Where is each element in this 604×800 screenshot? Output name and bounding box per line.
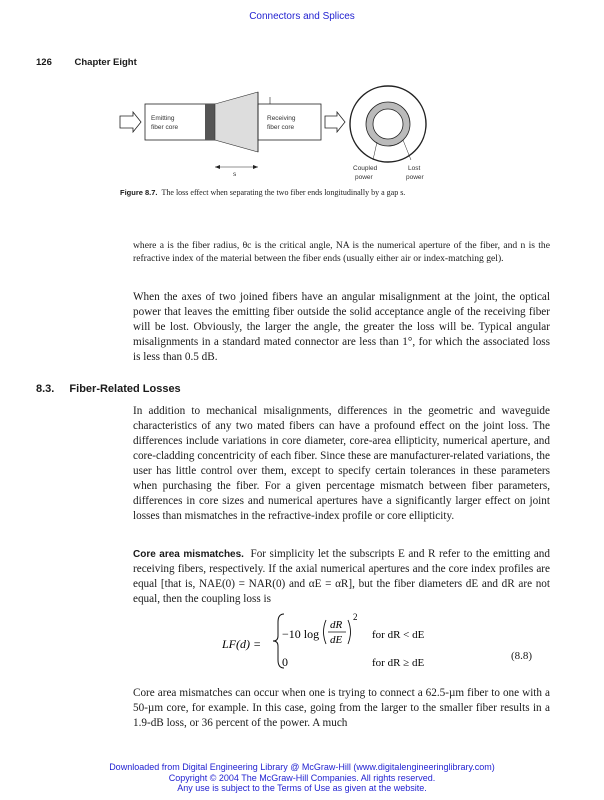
section-heading: [36, 383, 181, 395]
coupled-power-core: [373, 109, 403, 139]
eq-frac-num: dR: [330, 619, 343, 631]
caption-text: The loss effect when separating the two fiber ends longitudinally by a gap s.: [161, 188, 406, 197]
label-receiving: Receiving: [267, 115, 296, 122]
eq-frac-den: dE: [330, 634, 343, 646]
label-lost: Lost: [408, 165, 421, 172]
label-receiving-2: fiber core: [267, 124, 295, 131]
receiving-fiber-body: [258, 104, 321, 140]
eq-exponent: 2: [353, 612, 358, 622]
label-gap-s: s: [233, 171, 237, 178]
emitting-fiber-end: [205, 104, 215, 140]
eq-case1-cond: for dR < dE: [372, 629, 425, 641]
paragraph-core-area: [133, 547, 550, 607]
footer-line-1[interactable]: Downloaded from Digital Engineering Library @ McGraw-Hill (www.digitalengineeringlibrary.com): [109, 762, 495, 772]
label-lost-2: power: [406, 174, 424, 181]
equation-graphic: [222, 608, 462, 674]
eq-case2-expr: 0: [282, 655, 288, 669]
caption-label: Figure 8.7.: [120, 188, 158, 197]
paragraph-fiber-losses: In addition to mechanical misalignments, differences in the geometric and waveguide characteristics of any two mated fibers can have a profound effect on the joint loss. The differences include variations in core diameter, core-area ellipticity, numerical aperture, and core-cladding concentricity of each fiber. Since these are manufacturer-related variations, the user has little control over them, except to specify certain tolerances in these parameters when purchasing the fiber. For a given percentage mismatch between fiber parameters, differences in core sizes and numerical apertures have a significantly larger effect on joint losses than mismatches in the refractive-index profile or core ellipticity.: [133, 405, 550, 522]
header-site-link[interactable]: Connectors and Splices: [249, 11, 355, 22]
figure-caption: [120, 188, 430, 199]
eq-case2-cond: for dR ≥ dE: [372, 657, 425, 669]
label-coupled: Coupled: [353, 165, 378, 172]
figure-8-7: [115, 82, 445, 190]
chapter-title: Chapter Eight: [74, 57, 137, 68]
paragraph-definitions: where a is the fiber radius, θc is the critical angle, NA is the numerical aperture of the fiber, and n is the refractive index of the material between the fiber ends (usually either air or index-matching gel).: [133, 240, 550, 264]
input-arrow-icon: [120, 112, 141, 132]
paragraph-core-area-text: For simplicity let the subscripts E and R refer to the emitting and receiving fibers, respectively. If the axial numerical apertures and the core index profiles are equal [that is, NAE(0) = NAR(0) and αE = αR], but the fiber diameters dE and dR are not equal, then the coupling loss is: [133, 548, 550, 605]
footer: [0, 762, 604, 794]
light-cone: [215, 92, 258, 152]
label-emitting-2: fiber core: [151, 124, 179, 131]
eq-case1-expr: −10 log: [282, 627, 320, 641]
label-coupled-2: power: [355, 174, 373, 181]
paragraph-angular-misalignment: When the axes of two joined fibers have an angular misalignment at the joint, the optical power that leaves the emitting fiber outside the solid acceptance angle of the receiving fiber will be lost. Obviously, the larger the angle, the greater the loss will be. Typical angular misalignments in a standard mated connector are less than 1°, for which the associated loss is less than 0.5 dB.: [133, 291, 550, 363]
eq-lhs: LF(d) =: [222, 637, 262, 651]
equation-number: (8.8): [511, 650, 533, 662]
footer-line-3[interactable]: Any use is subject to the Terms of Use as given at the website.: [177, 783, 427, 793]
emitting-fiber-body: [145, 104, 215, 140]
page-number: 126: [36, 57, 52, 68]
fiber-gap-diagram: [115, 82, 445, 190]
footer-line-2[interactable]: Copyright © 2004 The McGraw-Hill Companies. All rights reserved.: [168, 772, 436, 783]
section-number: 8.3.: [36, 383, 55, 395]
label-emitting: Emitting: [151, 115, 175, 122]
output-arrow-icon: [325, 112, 345, 132]
paragraph-core-mismatch-example: Core area mismatches can occur when one is trying to connect a 62.5-µm fiber to one with a 50-µm core, for example. In this case, going from the larger to the smaller fiber results in a 1.9-dB loss, or 36 percent of the power. A much: [133, 687, 550, 729]
paragraph-lead: Core area mismatches.: [133, 549, 244, 560]
equation-8-8: [222, 608, 462, 674]
running-head: [36, 57, 137, 68]
section-title: Fiber-Related Losses: [69, 383, 181, 395]
